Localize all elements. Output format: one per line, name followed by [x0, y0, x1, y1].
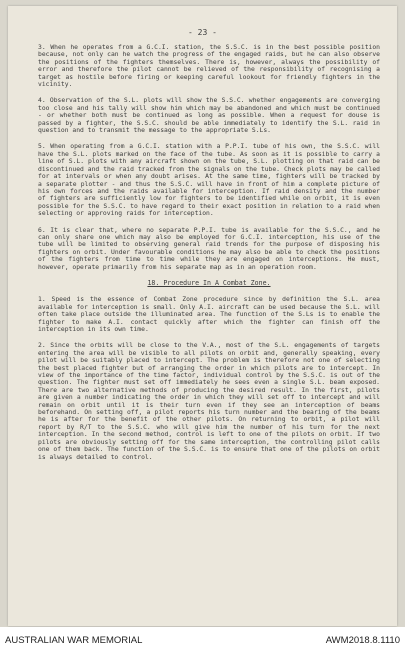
paragraph-5: 5. When operating from a G.C.I. station with a P.P.I. tube of his own, the S.S.C. will have the S.L. plots marked on the face of the tube. As soon as it is possible to carry a line of S.L. plots with any aircraft shown on the tube, S.L. plotting on that raid can be discontinued and the raid tracked from the signals on the tube. Check plots may be called for at intervals or when any doubt arises. At the same time, fighters will be tracked by a separate plotter - and thus the S.S.C. will have in front of him a complete picture of his own forces and the raids available for interception. If raid density and the number of fighters are sufficiently low for fighters to be identified while on orbit, it is even possible for the S.S.C. to have regard to their exact position in relation to a raid when selecting or approving raids for interception. [38, 143, 380, 218]
paragraph-18-2: 2. Since the orbits will be close to the V.A., most of the S.L. engagements of targets entering the area will be visible to all pilots on orbit and, generally speaking, every pilot will be suitably placed to intercept. The problem is therefore not one of selecting the best placed fighter but of arranging the order in which pilots are to intercept. In view of the importance of the time factor, individual control by the S.S.C. is out of the question. The fighter must set off immediately he sees even a single S.L. beam exposed. There are two alternative methods of producing the desired result. In the first, pilots are given a number indicating the order in which they will set off to intercept and will remain on orbit until it is their turn even if they see an interception of beams beforehand. On setting off, a pilot reports his turn number and the bearing of the beams he is after for the benefit of the other pilots. On returning to orbit, a pilot will report by R/T to the S.S.C. who will give him the number of his turn for the next interception. In the second method, control is left to one of the pilots on orbit. If two pilots are obviously setting off for the same interception, the controlling pilot calls one of them back. The function of the S.S.C. is to ensure that one of the pilots on orbit is always detailed to control. [38, 342, 380, 461]
document-page [8, 6, 397, 626]
footer-institution: AUSTRALIAN WAR MEMORIAL [5, 635, 143, 646]
paragraph-3: 3. When he operates from a G.C.I. station, the S.S.C. is in the best possible position because, not only can he watch the progress of the engaged raids, but he can also observe the positions of the fighters themselves. There is, however, always the possibility of error and therefore the pilot cannot be relieved of the responsibility of recognising a target as hostile before firing or keeping careful lookout for friendly fighters in the vicinity. [38, 44, 380, 89]
footer-accession-number: AWM2018.8.1110 [325, 635, 400, 646]
paragraph-6: 6. It is clear that, where no separate P.P.I. tube is available for the S.S.C., and he can only share one which may also be employed for G.C.I. interception, his use of the tube will be limited to observing general raid trends for the purpose of disposing his fighters on orbit. Under favourable conditions he may also be able to check the positions of the fighters from time to time while they are engaged on interceptions. He must, however, operate primarily from his separate map as in an operation room. [38, 226, 380, 271]
paragraph-4: 4. Observation of the S.L. plots will show the S.S.C. whether engagements are converging too close and his tally will show him which may be abandoned and which must be continued - or whether both must be continued as long as possible. When a request for douse is passed by a fighter, the S.S.C. should be able immediately to identify the S.L. raid in question and to transmit the message to the appropriate S.Ls. [38, 97, 380, 135]
archive-footer [0, 627, 405, 653]
paragraph-18-1: 1. Speed is the essence of Combat Zone procedure since by definition the S.L. area available for interception is small. Only A.I. aircraft can be used because the S.L. will often take place outside the illuminated area. The function of the S.Ls is to enable the fighter to make A.I. contact quickly after which the fighter can finish off the interception in its own time. [38, 296, 380, 333]
section-heading: 18. Procedure In A Combat Zone. [147, 278, 271, 287]
page-number: - 23 - [188, 28, 217, 37]
document-body [38, 44, 380, 470]
